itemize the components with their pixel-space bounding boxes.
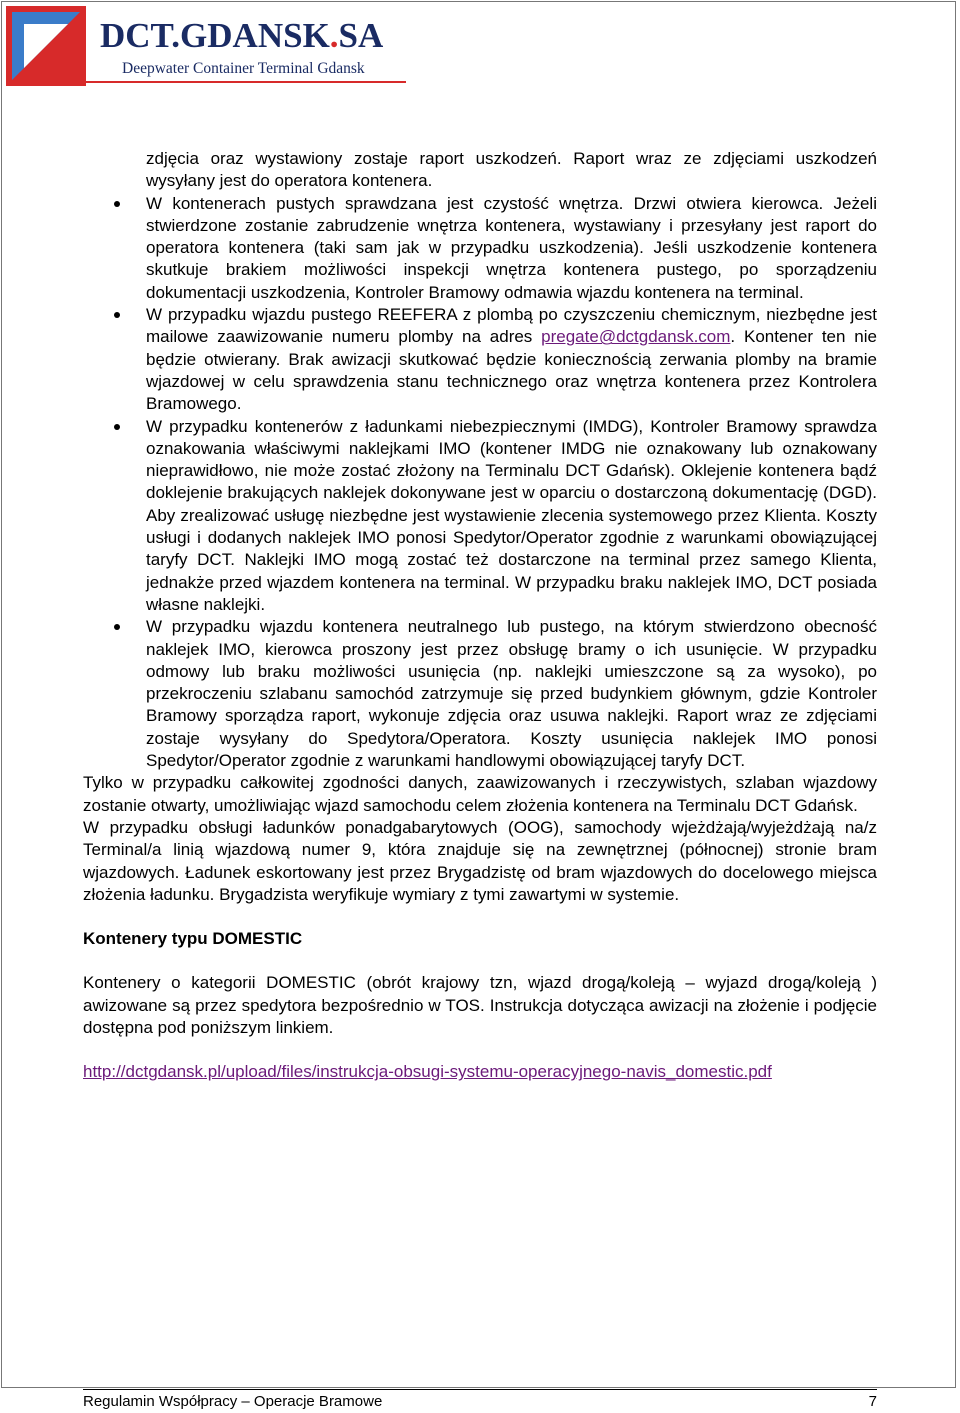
company-logo	[6, 6, 406, 86]
footer-divider	[83, 1389, 877, 1390]
logo-underline	[86, 81, 406, 83]
list-item-text: W przypadku wjazdu kontenera neutralnego lub pustego, na którym stwierdzono obecność naklejek IMO, kierowca proszony jest przez obsługę bramy o ich usunięcie. W przypadku odmowy lub braku możliwości usunięcia (np. naklejki umieszczone są za wysoko), po przekroczeniu szlabanu samochód zatrzymuje się przed budynkiem głównym, gdzie Kontroler Bramowy sporządza raport, wykonuje zdjęcia oraz usuwa naklejki. Raport wraz ze zdjęciami zostaje wysyłany do Spedytora/Operatora. Koszty usunięcia naklejek IMO ponosi Spedytor/Operator zgodnie z warunkami handlowymi obowiązującej taryfy DCT.	[146, 617, 877, 771]
oog-paragraph: W przypadku obsługi ładunków ponadgabarytowych (OOG), samochody wjeżdżają/wyjeżdżają na/z Terminal/a linią wjazdową numer 9, która znajduje się na zewnętrznej (północnej) stronie bram wjazdowych. Ładunek eskortowany jest przez Brygadzistę od bram wjazdowych do docelowego miejsca złożenia ładunku. Brygadzista weryfikuje wymiary z tymi zawartymi w systemie.	[83, 817, 877, 904]
logo-name-dot: .	[329, 16, 339, 55]
list-item-text: W przypadku wjazdu pustego REEFERA z plombą po czyszczeniu chemicznym, niezbędne jest mailowe zaawizowanie numeru plomby na adres	[146, 305, 877, 347]
list-item	[146, 616, 877, 772]
bullet-icon	[114, 312, 120, 318]
list-item	[146, 416, 877, 617]
entry-paragraph: Tylko w przypadku całkowitej zgodności danych, zaawizowanych i rzeczywistych, szlaban wjazdowy zostanie otwarty, umożliwiając wjazd samochodu celem złożenia kontenera na Terminalu DCT Gdańsk.	[83, 773, 877, 815]
footer-title: Regulamin Współpracy – Operacje Bramowe	[83, 1393, 383, 1410]
logo-name-suffix: SA	[338, 16, 384, 55]
page-number: 7	[868, 1393, 877, 1410]
intro-continuation: zdjęcia oraz wystawiony zostaje raport uszkodzeń. Raport wraz ze zdjęciami uszkodzeń wysyłany jest do operatora kontenera.	[146, 149, 877, 191]
bullet-list	[83, 193, 877, 773]
domestic-heading: Kontenery typu DOMESTIC	[83, 929, 303, 949]
logo-wordmark	[100, 18, 383, 53]
bullet-icon	[114, 424, 120, 430]
bullet-icon	[114, 201, 120, 207]
list-item-text: W przypadku kontenerów z ładunkami niebezpiecznymi (IMDG), Kontroler Bramowy sprawdza oznakowania właściwymi naklejkami IMO (kontener IMDG nie oznakowany lub oznakowany nieprawidłowo, nie może zostać złożony na Terminalu DCT Gdańsk). Oklejenie kontenera bądź doklejenie brakujących naklejek dokonywane jest w oparciu o dostarczoną dokumentację (DGD). Aby zrealizować usługę niezbędne jest wystawienie zlecenia systemowego przez Klienta. Koszty usługi i dodanych naklejek IMO ponosi Spedytor/Operator zgodnie z warunkami obowiązującej taryfy DCT. Naklejki IMO mogą zostać też dostarczone na terminal przez samego Klienta, jednakże przed wjazdem kontenera na terminal. W przypadku braku naklejek IMO, DCT posiada własne naklejki.	[146, 416, 877, 614]
document-body	[83, 148, 877, 1084]
logo-name-main: DCT.GDANSK	[100, 16, 330, 55]
email-link[interactable]: pregate@dctgdansk.com	[541, 327, 731, 347]
domestic-instruction-link[interactable]: http://dctgdansk.pl/upload/files/instrukcja-obsugi-systemu-operacyjnego-navis_domestic.pdf	[83, 1062, 772, 1082]
list-item	[146, 304, 877, 415]
list-item-text: . Kontener ten nie będzie otwierany. Brak awizacji skutkować będzie koniecznością zerwania plomby na bramie wjazdowej w celu sprawdzenia stanu technicznego oraz wnętrza kontenera przez Kontrolera Bramowego.	[146, 327, 877, 414]
list-item-text: W kontenerach pustych sprawdzana jest czystość wnętrza. Drzwi otwiera kierowca. Jeżeli stwierdzone zostanie zabrudzenie wnętrza kontenera, wystawiany i przesyłany jest raport do operatora kontenera (taki sam jak w przypadku uszkodzenia). Jeśli uszkodzenie kontenera skutkuje brakiem możliwości inspekcji wnętrza kontenera pustego, po sporządzeniu dokumentacji uszkodzenia, Kontroler Bramowy odmawia wjazdu kontenera na terminal.	[146, 193, 877, 302]
domestic-paragraph: Kontenery o kategorii DOMESTIC (obrót krajowy tzn, wjazd drogą/koleją – wyjazd drogą/koleją ) awizowane są przez spedytora bezpośrednio w TOS. Instrukcja dotycząca awizacji na złożenie i podjęcie dostępna pod poniższym linkiem.	[83, 973, 877, 1037]
list-item	[146, 193, 877, 304]
bullet-icon	[114, 624, 120, 630]
logo-mark-icon	[6, 6, 86, 86]
logo-subtitle: Deepwater Container Terminal Gdansk	[122, 60, 365, 77]
